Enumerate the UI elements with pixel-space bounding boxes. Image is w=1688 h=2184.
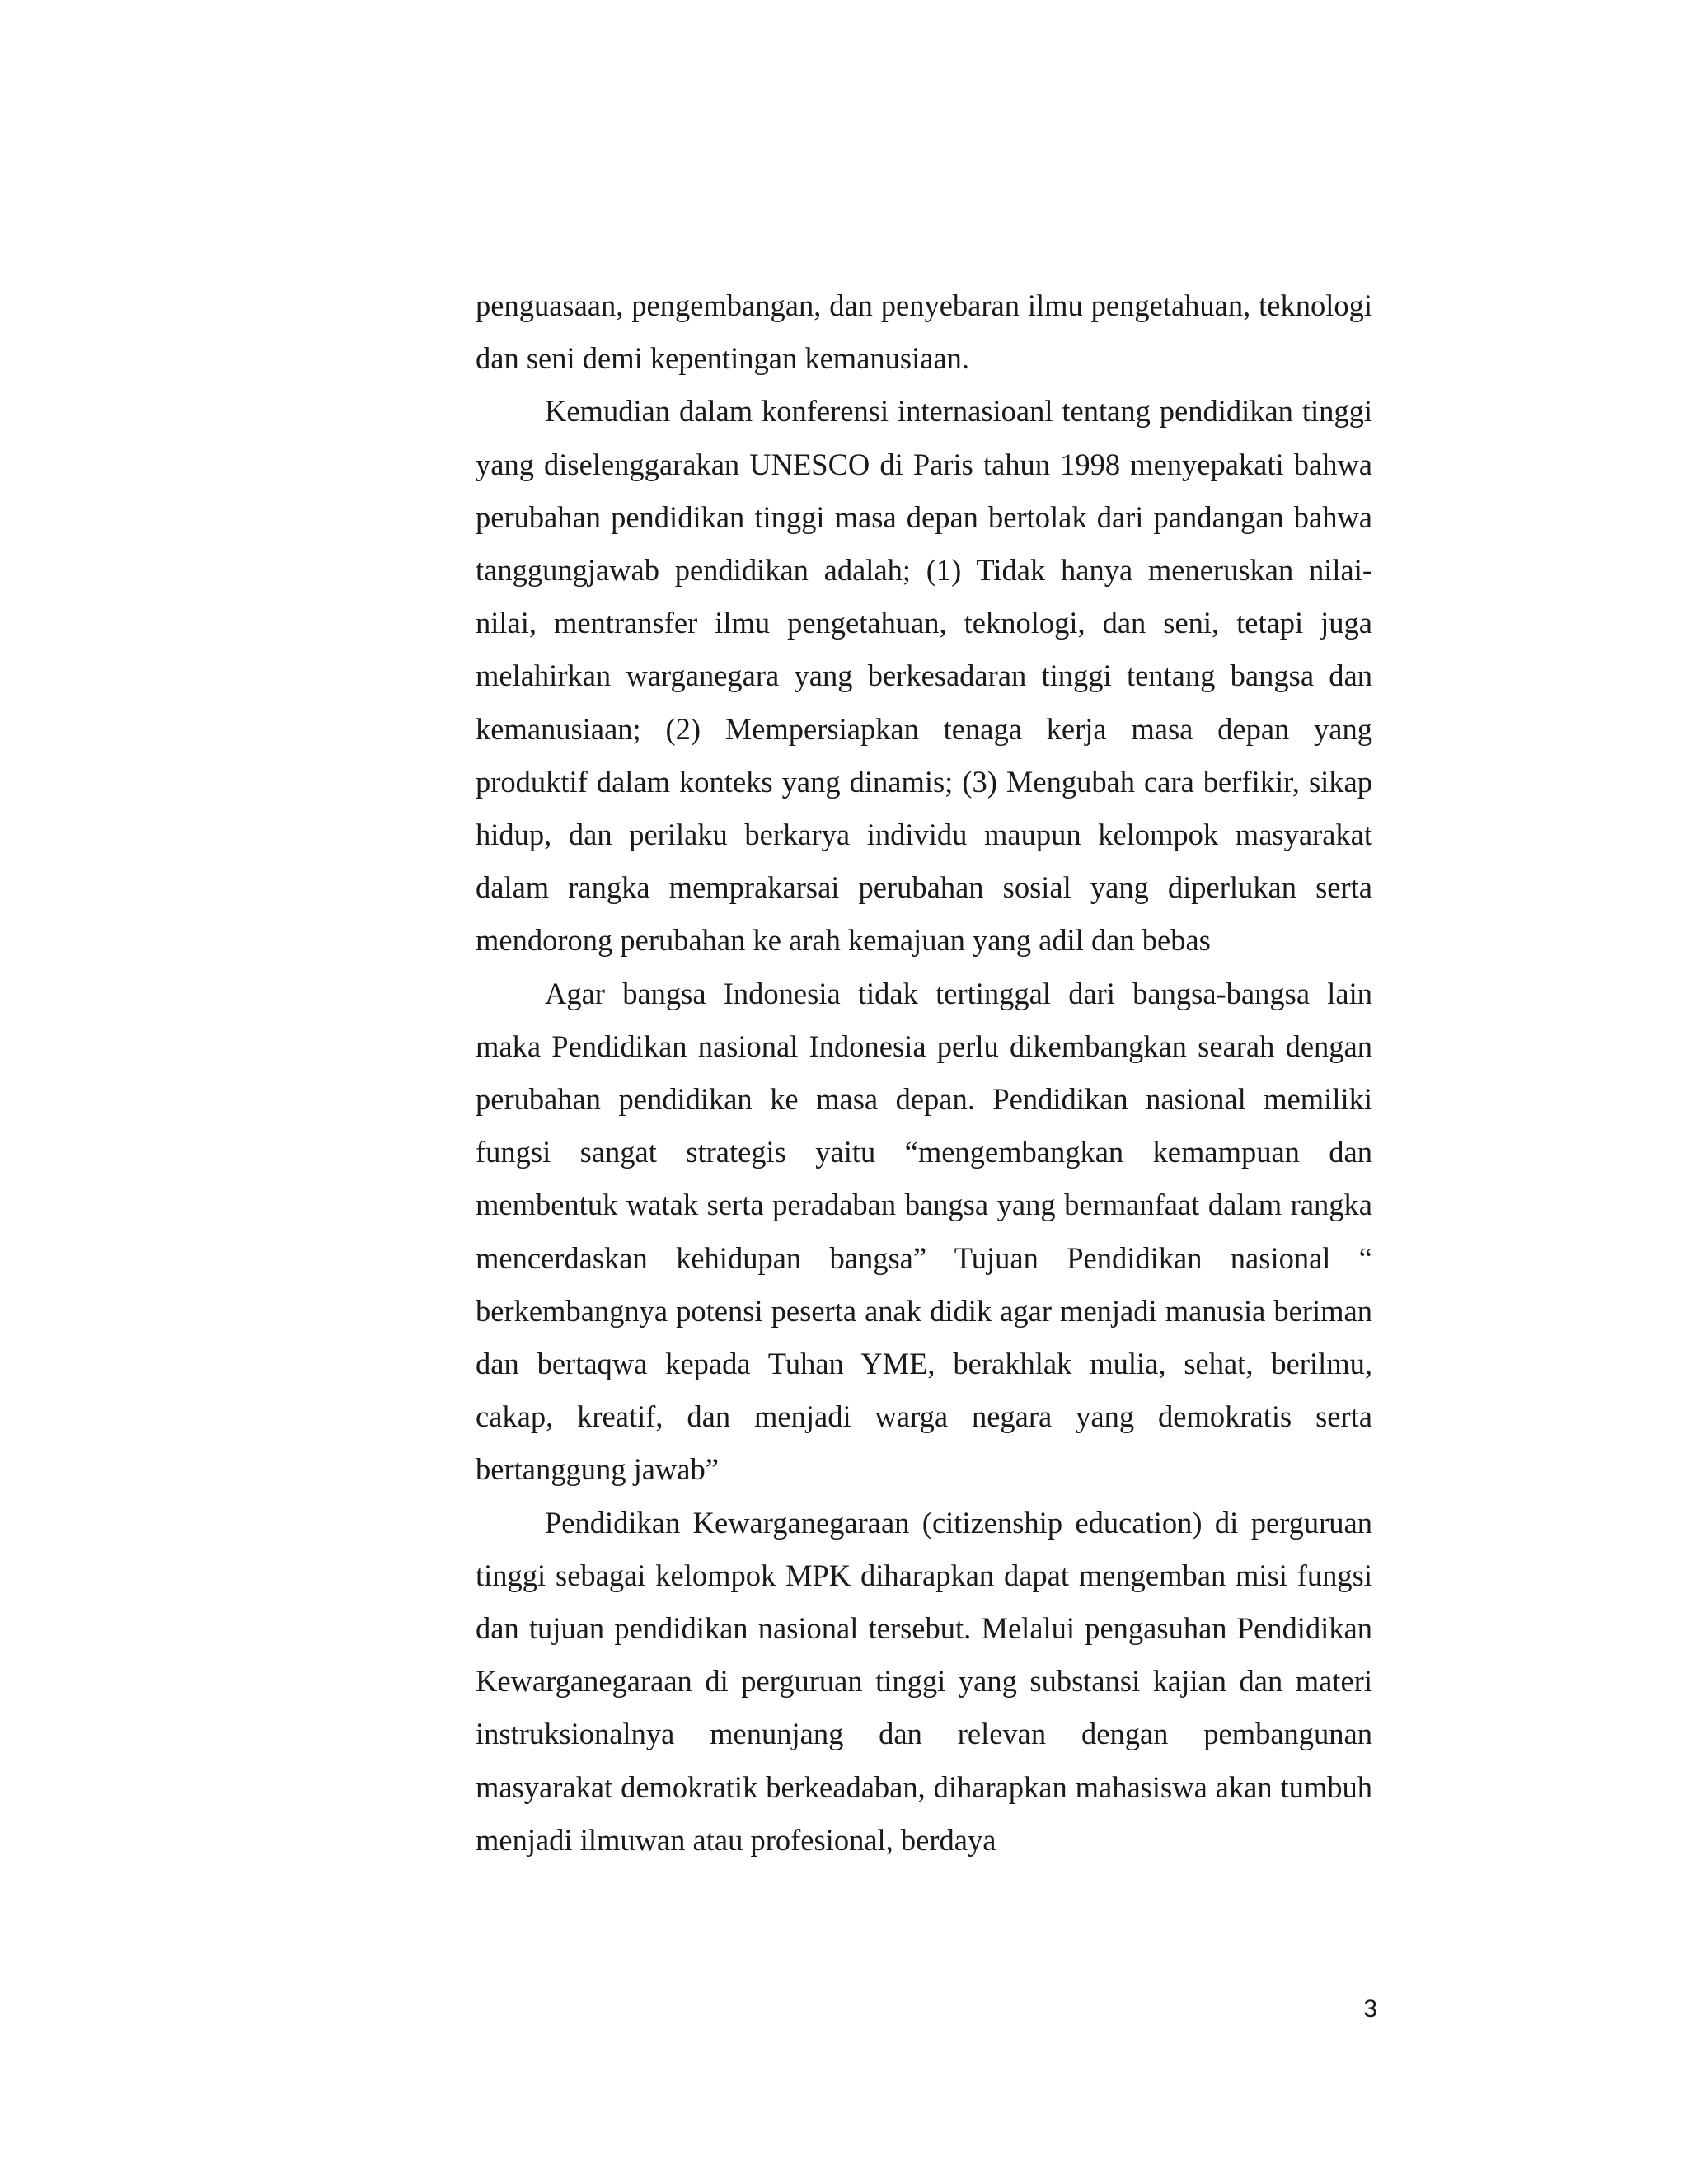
body-text	[476, 279, 1372, 1867]
paragraph-1: penguasaan, pengembangan, dan penyebaran ilmu pengetahuan, teknologi dan seni demi kepentingan kemanusiaan.	[476, 288, 1372, 376]
paragraph-2: Kemudian dalam konferensi internasioanl tentang pendidikan tinggi yang diselenggarakan UNESCO di Paris tahun 1998 menyepakati bahwa perubahan pendidikan tinggi masa depan bertolak dari pandangan bahwa tanggungjawab pendidikan adalah; (1) Tidak hanya meneruskan nilai-nilai, mentransfer ilmu pengetahuan, teknologi, dan seni, tetapi juga melahirkan warganegara yang berkesadaran tinggi tentang bangsa dan kemanusiaan; (2) Mempersiapkan tenaga kerja masa depan yang produktif dalam konteks yang dinamis; (3) Mengubah cara berfikir, sikap hidup, dan perilaku berkarya individu maupun kelompok masyarakat dalam rangka memprakarsai perubahan sosial yang diperlukan serta mendorong perubahan ke arah kemajuan yang adil dan bebas	[476, 394, 1372, 958]
paragraph-4: Pendidikan Kewarganegaraan (citizenship education) di perguruan tinggi sebagai kelompok MPK diharapkan dapat mengemban misi fungsi dan tujuan pendidikan nasional tersebut. Melalui pengasuhan Pendidikan Kewarganegaraan di perguruan tinggi yang substansi kajian dan materi instruksionalnya menunjang dan relevan dengan pembangunan masyarakat demokratik berkeadaban, diharapkan mahasiswa akan tumbuh menjadi ilmuwan atau profesional, berdaya	[476, 1505, 1372, 1857]
page-number: 3	[1363, 1995, 1377, 2022]
paragraph-3: Agar bangsa Indonesia tidak tertinggal dari bangsa-bangsa lain maka Pendidikan nasional Indonesia perlu dikembangkan searah dengan perubahan pendidikan ke masa depan. Pendidikan nasional memiliki fungsi sangat strategis yaitu “mengembangkan kemampuan dan membentuk watak serta peradaban bangsa yang bermanfaat dalam rangka mencerdaskan kehidupan bangsa” Tujuan Pendidikan nasional “ berkembangnya potensi peserta anak didik agar menjadi manusia beriman dan bertaqwa kepada Tuhan YME, berakhlak mulia, sehat, berilmu, cakap, kreatif, dan menjadi warga negara yang demokratis serta bertanggung jawab”	[476, 976, 1372, 1487]
